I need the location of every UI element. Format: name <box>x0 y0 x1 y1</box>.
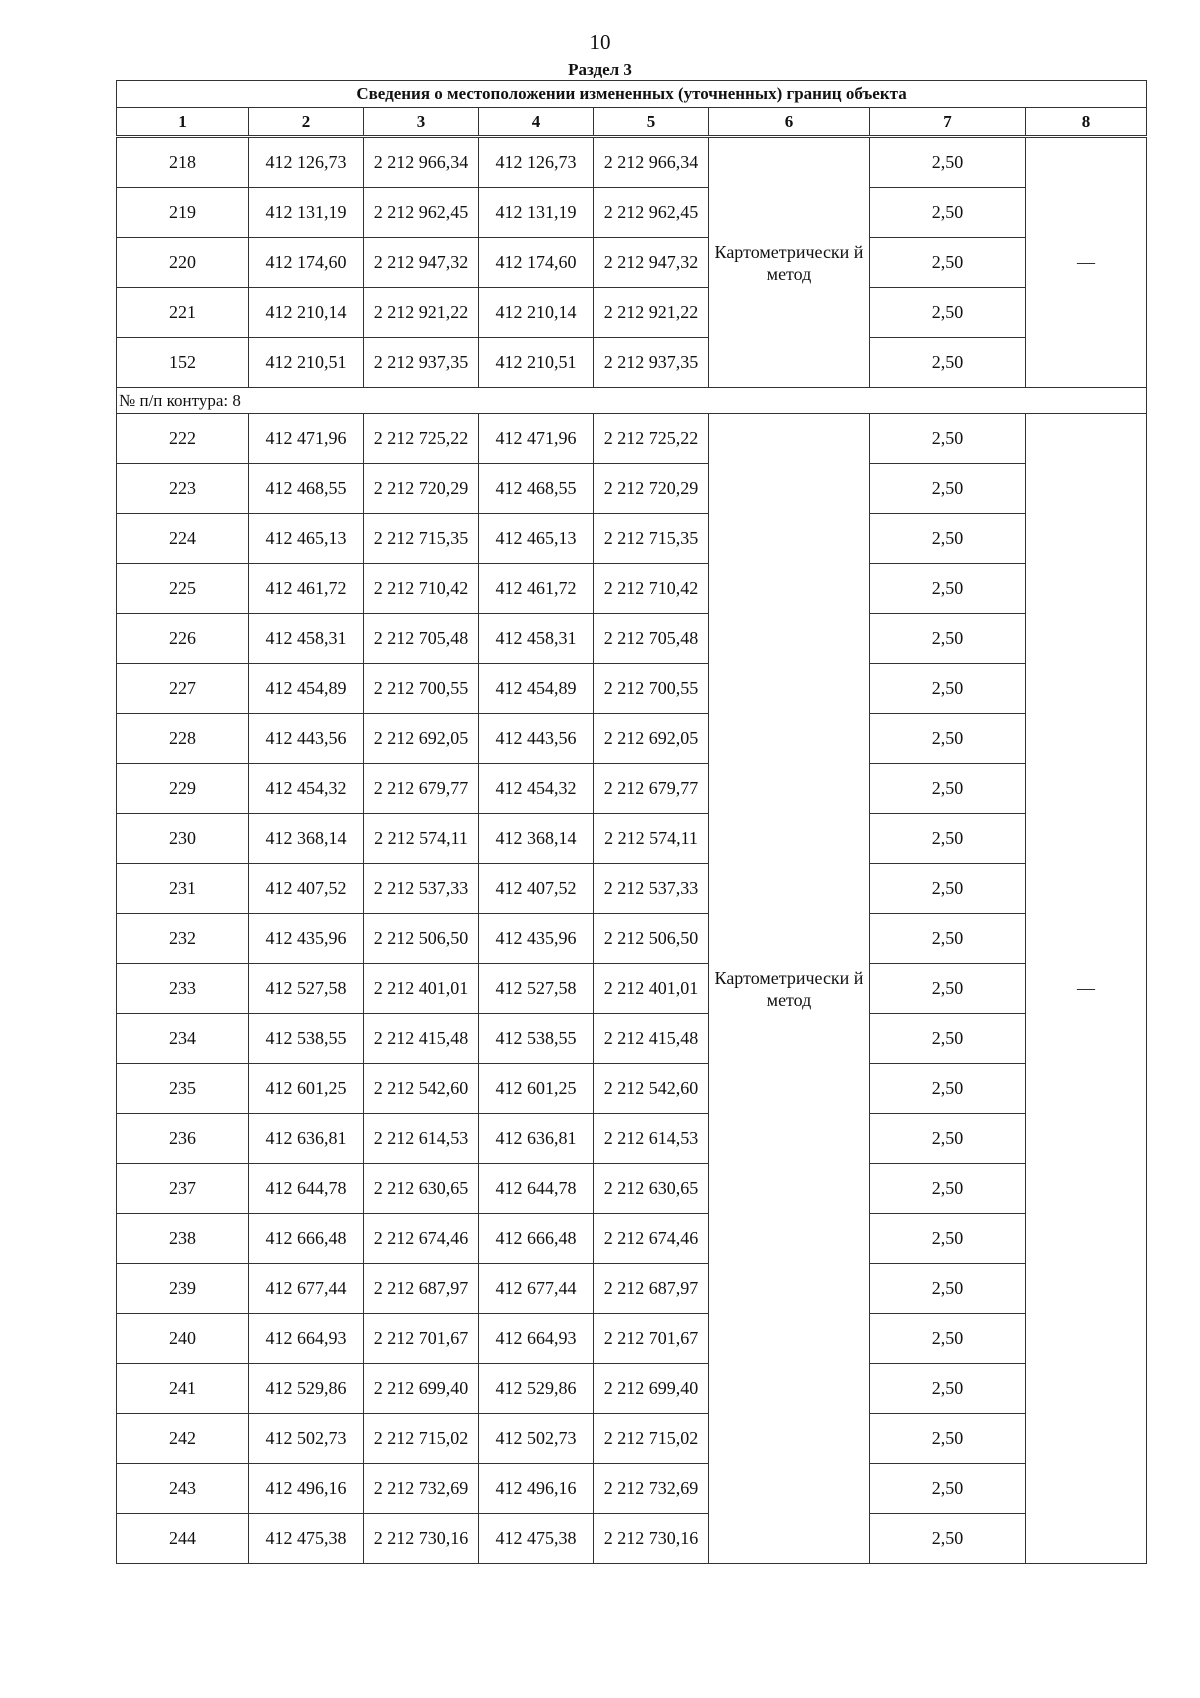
coord-y-refined: 2 212 699,40 <box>594 1364 709 1414</box>
coord-y-existing: 2 212 966,34 <box>364 137 479 188</box>
table-row <box>117 464 1147 514</box>
coord-y-existing: 2 212 720,29 <box>364 464 479 514</box>
coord-x-existing: 412 527,58 <box>249 964 364 1014</box>
table-row <box>117 1514 1147 1564</box>
accuracy-value: 2,50 <box>870 1414 1026 1464</box>
coord-x-existing: 412 210,14 <box>249 288 364 338</box>
coord-y-refined: 2 212 679,77 <box>594 764 709 814</box>
coord-y-existing: 2 212 732,69 <box>364 1464 479 1514</box>
accuracy-value: 2,50 <box>870 1014 1026 1064</box>
coord-x-existing: 412 644,78 <box>249 1164 364 1214</box>
coord-x-refined: 412 538,55 <box>479 1014 594 1064</box>
coord-x-existing: 412 174,60 <box>249 238 364 288</box>
coord-x-existing: 412 471,96 <box>249 414 364 464</box>
accuracy-value: 2,50 <box>870 664 1026 714</box>
coord-x-existing: 412 636,81 <box>249 1114 364 1164</box>
table-row <box>117 664 1147 714</box>
point-number: 243 <box>117 1464 249 1514</box>
coord-x-existing: 412 461,72 <box>249 564 364 614</box>
coord-y-existing: 2 212 537,33 <box>364 864 479 914</box>
point-number: 228 <box>117 714 249 764</box>
coord-y-refined: 2 212 537,33 <box>594 864 709 914</box>
point-number: 220 <box>117 238 249 288</box>
coord-y-refined: 2 212 966,34 <box>594 137 709 188</box>
coord-y-refined: 2 212 506,50 <box>594 914 709 964</box>
coord-y-refined: 2 212 715,35 <box>594 514 709 564</box>
coord-x-refined: 412 461,72 <box>479 564 594 614</box>
accuracy-value: 2,50 <box>870 514 1026 564</box>
coord-y-refined: 2 212 725,22 <box>594 414 709 464</box>
coord-x-refined: 412 644,78 <box>479 1164 594 1214</box>
accuracy-value: 2,50 <box>870 288 1026 338</box>
coord-x-existing: 412 601,25 <box>249 1064 364 1114</box>
coord-y-existing: 2 212 415,48 <box>364 1014 479 1064</box>
coord-y-existing: 2 212 401,01 <box>364 964 479 1014</box>
column-header: 7 <box>870 108 1026 137</box>
coord-y-existing: 2 212 701,67 <box>364 1314 479 1364</box>
point-number: 244 <box>117 1514 249 1564</box>
coord-x-existing: 412 454,89 <box>249 664 364 714</box>
coord-y-existing: 2 212 542,60 <box>364 1064 479 1114</box>
coord-x-existing: 412 435,96 <box>249 914 364 964</box>
point-number: 241 <box>117 1364 249 1414</box>
coord-x-existing: 412 529,86 <box>249 1364 364 1414</box>
column-header: 8 <box>1026 108 1147 137</box>
coord-y-refined: 2 212 947,32 <box>594 238 709 288</box>
column-header: 4 <box>479 108 594 137</box>
coord-y-existing: 2 212 962,45 <box>364 188 479 238</box>
column-header: 2 <box>249 108 364 137</box>
coord-y-existing: 2 212 674,46 <box>364 1214 479 1264</box>
table-row <box>117 414 1147 464</box>
coord-x-refined: 412 210,51 <box>479 338 594 388</box>
coord-x-existing: 412 454,32 <box>249 764 364 814</box>
coord-x-existing: 412 465,13 <box>249 514 364 564</box>
accuracy-value: 2,50 <box>870 864 1026 914</box>
method-cell: Картометрически й метод <box>709 414 870 1564</box>
table-row <box>117 514 1147 564</box>
coord-x-refined: 412 465,13 <box>479 514 594 564</box>
coord-y-existing: 2 212 687,97 <box>364 1264 479 1314</box>
accuracy-value: 2,50 <box>870 1264 1026 1314</box>
point-number: 239 <box>117 1264 249 1314</box>
point-number: 242 <box>117 1414 249 1464</box>
table-row <box>117 914 1147 964</box>
table-row <box>117 1014 1147 1064</box>
coord-x-refined: 412 368,14 <box>479 814 594 864</box>
coord-x-refined: 412 496,16 <box>479 1464 594 1514</box>
table-row <box>117 864 1147 914</box>
accuracy-value: 2,50 <box>870 614 1026 664</box>
contour-label-row <box>117 388 1147 414</box>
point-number: 238 <box>117 1214 249 1264</box>
accuracy-value: 2,50 <box>870 414 1026 464</box>
point-number: 225 <box>117 564 249 614</box>
coord-x-existing: 412 496,16 <box>249 1464 364 1514</box>
coord-x-refined: 412 527,58 <box>479 964 594 1014</box>
coord-x-refined: 412 636,81 <box>479 1114 594 1164</box>
coord-x-existing: 412 677,44 <box>249 1264 364 1314</box>
method-cell: Картометрически й метод <box>709 137 870 388</box>
coord-y-refined: 2 212 415,48 <box>594 1014 709 1064</box>
table-row <box>117 338 1147 388</box>
column-header: 6 <box>709 108 870 137</box>
coordinates-table <box>116 80 1147 1564</box>
coord-x-existing: 412 458,31 <box>249 614 364 664</box>
column-header: 5 <box>594 108 709 137</box>
coord-x-refined: 412 174,60 <box>479 238 594 288</box>
table-row <box>117 1464 1147 1514</box>
table-row <box>117 814 1147 864</box>
table-row <box>117 1114 1147 1164</box>
column-header: 1 <box>117 108 249 137</box>
coord-y-refined: 2 212 687,97 <box>594 1264 709 1314</box>
table-row <box>117 714 1147 764</box>
coord-x-existing: 412 131,19 <box>249 188 364 238</box>
coord-x-refined: 412 475,38 <box>479 1514 594 1564</box>
coord-x-existing: 412 664,93 <box>249 1314 364 1364</box>
table-row <box>117 188 1147 238</box>
coord-x-refined: 412 407,52 <box>479 864 594 914</box>
point-number: 218 <box>117 137 249 188</box>
coord-y-existing: 2 212 730,16 <box>364 1514 479 1564</box>
point-number: 236 <box>117 1114 249 1164</box>
table-body <box>117 137 1147 1564</box>
coord-x-existing: 412 368,14 <box>249 814 364 864</box>
coord-x-existing: 412 502,73 <box>249 1414 364 1464</box>
table-row <box>117 1164 1147 1214</box>
coord-y-refined: 2 212 732,69 <box>594 1464 709 1514</box>
column-header-row <box>117 108 1147 137</box>
accuracy-value: 2,50 <box>870 714 1026 764</box>
coord-x-existing: 412 126,73 <box>249 137 364 188</box>
coord-x-refined: 412 443,56 <box>479 714 594 764</box>
coord-x-refined: 412 454,89 <box>479 664 594 714</box>
accuracy-value: 2,50 <box>870 1114 1026 1164</box>
coord-x-refined: 412 529,86 <box>479 1364 594 1414</box>
coord-x-existing: 412 407,52 <box>249 864 364 914</box>
coord-x-existing: 412 475,38 <box>249 1514 364 1564</box>
point-number: 240 <box>117 1314 249 1364</box>
point-number: 152 <box>117 338 249 388</box>
accuracy-value: 2,50 <box>870 188 1026 238</box>
coord-y-refined: 2 212 542,60 <box>594 1064 709 1114</box>
coord-y-existing: 2 212 679,77 <box>364 764 479 814</box>
coord-y-existing: 2 212 715,35 <box>364 514 479 564</box>
table-row <box>117 564 1147 614</box>
point-number: 223 <box>117 464 249 514</box>
coord-y-refined: 2 212 720,29 <box>594 464 709 514</box>
table-row <box>117 764 1147 814</box>
point-number: 231 <box>117 864 249 914</box>
coord-x-refined: 412 468,55 <box>479 464 594 514</box>
accuracy-value: 2,50 <box>870 1464 1026 1514</box>
coord-x-refined: 412 458,31 <box>479 614 594 664</box>
coord-y-existing: 2 212 699,40 <box>364 1364 479 1414</box>
point-number: 237 <box>117 1164 249 1214</box>
contour-label: № п/п контура: 8 <box>117 388 1147 414</box>
coord-x-refined: 412 454,32 <box>479 764 594 814</box>
column-header: 3 <box>364 108 479 137</box>
point-number: 234 <box>117 1014 249 1064</box>
coord-y-existing: 2 212 715,02 <box>364 1414 479 1464</box>
coord-x-refined: 412 435,96 <box>479 914 594 964</box>
coord-y-existing: 2 212 921,22 <box>364 288 479 338</box>
table-row <box>117 1214 1147 1264</box>
coord-y-refined: 2 212 401,01 <box>594 964 709 1014</box>
point-number: 222 <box>117 414 249 464</box>
coord-y-refined: 2 212 692,05 <box>594 714 709 764</box>
point-number: 232 <box>117 914 249 964</box>
point-number: 226 <box>117 614 249 664</box>
coord-y-refined: 2 212 700,55 <box>594 664 709 714</box>
accuracy-value: 2,50 <box>870 1214 1026 1264</box>
coord-x-refined: 412 664,93 <box>479 1314 594 1364</box>
accuracy-value: 2,50 <box>870 1514 1026 1564</box>
coord-x-refined: 412 502,73 <box>479 1414 594 1464</box>
table-row <box>117 288 1147 338</box>
page-number: 10 <box>589 30 611 54</box>
table-row <box>117 238 1147 288</box>
coord-y-existing: 2 212 692,05 <box>364 714 479 764</box>
coord-x-refined: 412 126,73 <box>479 137 594 188</box>
coord-y-existing: 2 212 947,32 <box>364 238 479 288</box>
accuracy-value: 2,50 <box>870 964 1026 1014</box>
coord-x-refined: 412 210,14 <box>479 288 594 338</box>
coord-y-refined: 2 212 937,35 <box>594 338 709 388</box>
table-row <box>117 1264 1147 1314</box>
accuracy-value: 2,50 <box>870 1314 1026 1364</box>
point-number: 230 <box>117 814 249 864</box>
table-row <box>117 1414 1147 1464</box>
accuracy-value: 2,50 <box>870 238 1026 288</box>
accuracy-value: 2,50 <box>870 564 1026 614</box>
coord-x-refined: 412 666,48 <box>479 1214 594 1264</box>
coord-y-existing: 2 212 725,22 <box>364 414 479 464</box>
accuracy-value: 2,50 <box>870 137 1026 188</box>
coord-y-existing: 2 212 937,35 <box>364 338 479 388</box>
coord-x-existing: 412 666,48 <box>249 1214 364 1264</box>
coord-y-existing: 2 212 574,11 <box>364 814 479 864</box>
coord-x-refined: 412 131,19 <box>479 188 594 238</box>
accuracy-value: 2,50 <box>870 464 1026 514</box>
table-row <box>117 1364 1147 1414</box>
coord-y-existing: 2 212 614,53 <box>364 1114 479 1164</box>
coord-y-existing: 2 212 700,55 <box>364 664 479 714</box>
table-row <box>117 964 1147 1014</box>
coord-y-refined: 2 212 705,48 <box>594 614 709 664</box>
coord-x-refined: 412 601,25 <box>479 1064 594 1114</box>
coord-y-refined: 2 212 674,46 <box>594 1214 709 1264</box>
coord-x-existing: 412 538,55 <box>249 1014 364 1064</box>
coord-x-existing: 412 210,51 <box>249 338 364 388</box>
table-row <box>117 137 1147 188</box>
coord-y-existing: 2 212 506,50 <box>364 914 479 964</box>
coord-y-refined: 2 212 574,11 <box>594 814 709 864</box>
accuracy-value: 2,50 <box>870 764 1026 814</box>
coord-y-refined: 2 212 614,53 <box>594 1114 709 1164</box>
coord-x-refined: 412 677,44 <box>479 1264 594 1314</box>
accuracy-value: 2,50 <box>870 914 1026 964</box>
point-number: 229 <box>117 764 249 814</box>
coord-x-existing: 412 443,56 <box>249 714 364 764</box>
accuracy-value: 2,50 <box>870 1364 1026 1414</box>
point-number: 233 <box>117 964 249 1014</box>
coord-x-existing: 412 468,55 <box>249 464 364 514</box>
coord-y-refined: 2 212 710,42 <box>594 564 709 614</box>
point-number: 235 <box>117 1064 249 1114</box>
coord-y-existing: 2 212 705,48 <box>364 614 479 664</box>
point-number: 221 <box>117 288 249 338</box>
table-row <box>117 1314 1147 1364</box>
accuracy-value: 2,50 <box>870 814 1026 864</box>
point-number: 219 <box>117 188 249 238</box>
column-8-cell: — <box>1026 414 1147 1564</box>
section-title: Раздел 3 <box>568 60 632 79</box>
coord-x-refined: 412 471,96 <box>479 414 594 464</box>
coord-y-existing: 2 212 710,42 <box>364 564 479 614</box>
coord-y-refined: 2 212 921,22 <box>594 288 709 338</box>
table-row <box>117 1064 1147 1114</box>
coord-y-refined: 2 212 730,16 <box>594 1514 709 1564</box>
coord-y-refined: 2 212 962,45 <box>594 188 709 238</box>
accuracy-value: 2,50 <box>870 1164 1026 1214</box>
accuracy-value: 2,50 <box>870 338 1026 388</box>
accuracy-value: 2,50 <box>870 1064 1026 1114</box>
point-number: 224 <box>117 514 249 564</box>
coord-y-refined: 2 212 701,67 <box>594 1314 709 1364</box>
coord-y-refined: 2 212 630,65 <box>594 1164 709 1214</box>
table-caption: Сведения о местоположении измененных (уточненных) границ объекта <box>117 81 1147 108</box>
point-number: 227 <box>117 664 249 714</box>
coord-y-refined: 2 212 715,02 <box>594 1414 709 1464</box>
column-8-cell: — <box>1026 137 1147 388</box>
table-row <box>117 614 1147 664</box>
coord-y-existing: 2 212 630,65 <box>364 1164 479 1214</box>
